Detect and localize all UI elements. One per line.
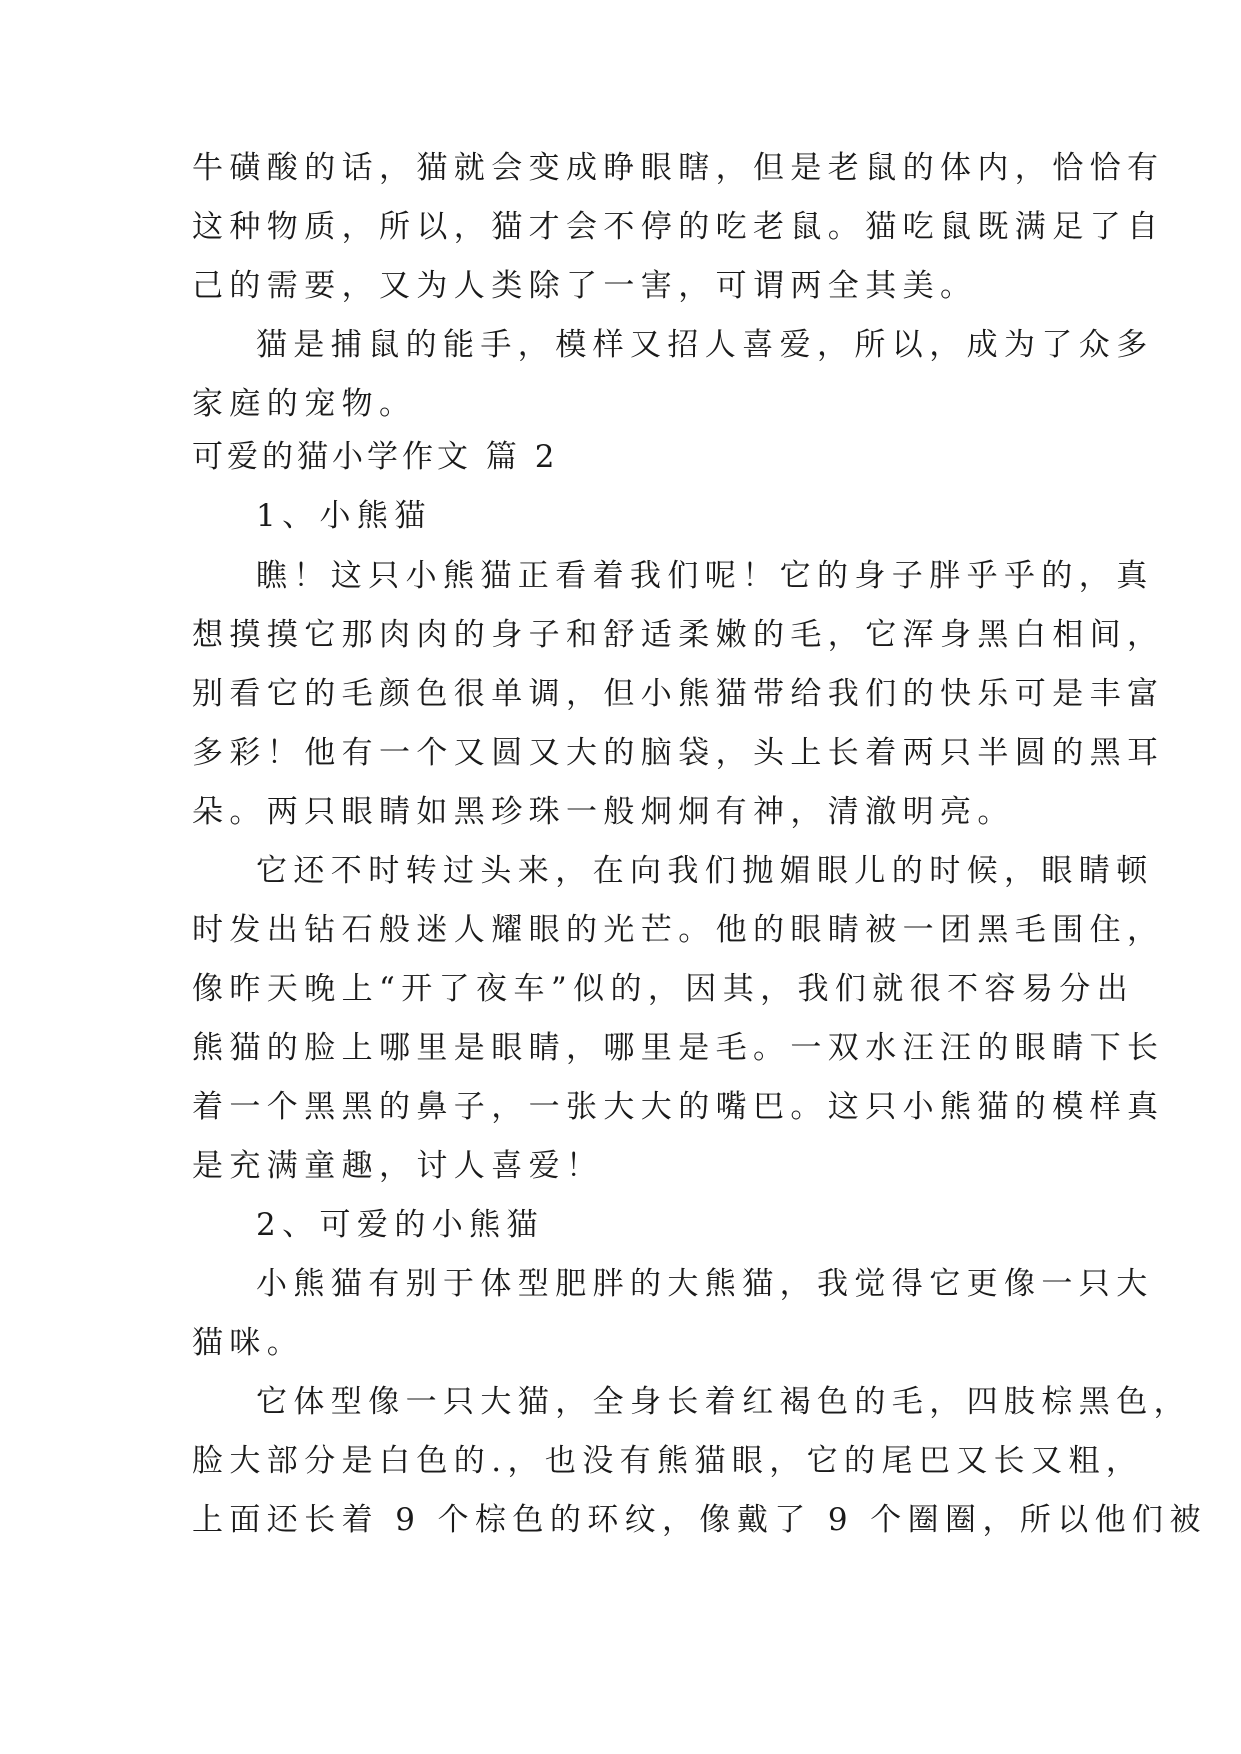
paragraph-start-line: 它体型像一只大猫，全身长着红褐色的毛，四肢棕黑色， [256,1384,1191,1420]
text-line: 这种物质，所以，猫才会不停的吃老鼠。猫吃鼠既满足了自 [192,209,1165,245]
text-line: 脸大部分是白色的.，也没有熊猫眼，它的尾巴又长又粗， [192,1443,1144,1479]
paragraph-start-line: 猫是捕鼠的能手，模样又招人喜爱，所以，成为了众多 [256,327,1154,363]
text-line: 朵。两只眼睛如黑珍珠一般炯炯有神，清澈明亮。 [192,794,1015,830]
paragraph-start-line: 小熊猫有别于体型肥胖的大熊猫，我觉得它更像一只大 [256,1266,1154,1302]
paragraph-start-line: 瞧！这只小熊猫正看着我们呢！它的身子胖乎乎的，真 [256,558,1154,594]
text-line: 别看它的毛颜色很单调，但小熊猫带给我们的快乐可是丰富 [192,676,1165,712]
text-line: 牛磺酸的话，猫就会变成睁眼瞎，但是老鼠的体内，恰恰有 [192,150,1165,186]
paragraph-start-line: 它还不时转过头来，在向我们抛媚眼儿的时候，眼睛顿 [256,853,1154,889]
text-line: 猫咪。 [192,1325,305,1361]
section-title: 可爱的猫小学作文 篇 2 [192,439,559,475]
text-line: 上面还长着 9 个棕色的环纹，像戴了 9 个圈圈，所以他们被 [192,1502,1207,1538]
text-line: 想摸摸它那肉肉的身子和舒适柔嫩的毛，它浑身黑白相间， [192,617,1165,653]
text-line: 多彩！他有一个又圆又大的脑袋，头上长着两只半圆的黑耳 [192,735,1165,771]
text-line: 时发出钻石般迷人耀眼的光芒。他的眼睛被一团黑毛围住， [192,912,1165,948]
subsection-heading: 1、小熊猫 [256,498,432,534]
text-line: 己的需要，又为人类除了一害，可谓两全其美。 [192,268,978,304]
text-line: 家庭的宠物。 [192,386,417,422]
text-line: 着一个黑黑的鼻子，一张大大的嘴巴。这只小熊猫的模样真 [192,1089,1165,1125]
text-line: 熊猫的脸上哪里是眼睛，哪里是毛。一双水汪汪的眼睛下长 [192,1030,1165,1066]
text-line: 像昨天晚上“开了夜车”似的，因其，我们就很不容易分出 [192,971,1135,1007]
subsection-heading: 2、可爱的小熊猫 [256,1207,544,1243]
text-line: 是充满童趣，讨人喜爱！ [192,1148,604,1184]
